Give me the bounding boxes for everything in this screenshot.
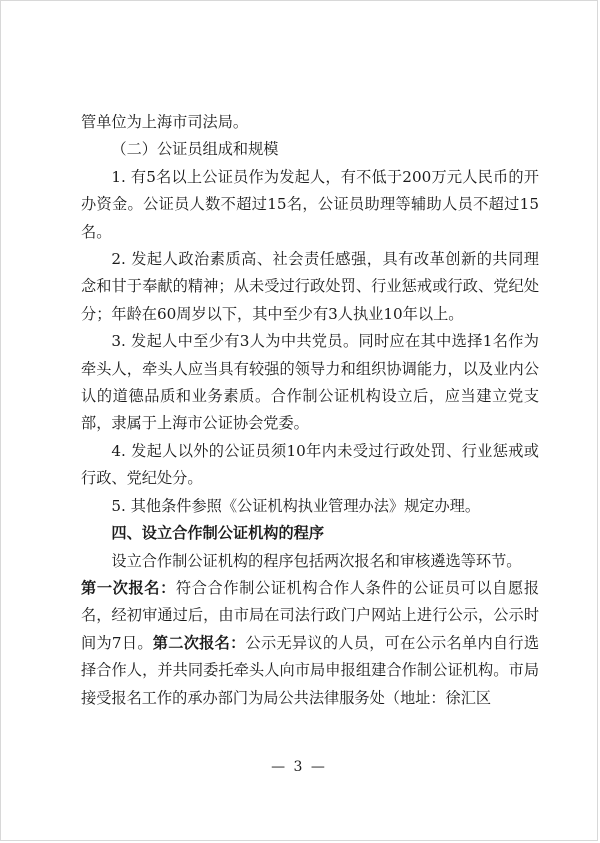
paragraph-continuation: 管单位为上海市司法局。 xyxy=(81,113,249,131)
section-heading-notary-composition: （二）公证员组成和规模 xyxy=(111,140,279,159)
first-registration-text: 符合合作制公证机构合作人条件的公证员可以自愿报名，经初审通过后，由市局在司法行政门户网站上进行公示，公示时间为7日。 xyxy=(81,578,540,652)
paragraph-item-2: 2. 发起人政治素质高、社会责任感强，具有改革创新的共同理念和甘于奉献的精神；从未受过行政处罚、行业惩戒或行政、党纪处分；年龄在60周岁以下，其中至少有3人执业10年以上。 xyxy=(81,250,539,323)
second-registration-text: 公示无异议的人员，可在公示名单内自行选择合作人，并共同委托牵头人向市局申报组建合作制公证机构。市局接受报名工作的承办部门为局公共法律服务处（地址：徐汇区 xyxy=(81,633,540,707)
first-registration-label: 第一次报名： xyxy=(81,578,176,597)
paragraph-item-1: 1. 有5名以上公证员作为发起人，有不低于200万元人民币的开办资金。公证员人数不超过15名，公证员助理等辅助人员不超过15名。 xyxy=(81,167,539,241)
paragraph-item-5: 5. 其他条件参照《公证机构执业管理办法》规定办理。 xyxy=(111,496,481,515)
section-heading-procedure: 四、设立合作制公证机构的程序 xyxy=(111,524,325,543)
paragraph-item-3: 3. 发起人中至少有3人为中共党员。同时应在其中选择1名作为牵头人，牵头人应当具有较强的领导力和组织协调能力，以及业内公认的道德品质和业务素质。合作制公证机构设立后，应当建立党支部，隶属于上海市公证协会党委。 xyxy=(81,332,539,433)
paragraph-item-4: 4. 发起人以外的公证员须10年内未受过行政处罚、行业惩戒或行政、党纪处分。 xyxy=(81,441,539,488)
second-registration-label: 第二次报名： xyxy=(152,633,246,652)
page-number: — 3 — xyxy=(271,759,327,775)
document-body xyxy=(81,109,539,712)
paragraph-procedure-intro: 设立合作制公证机构的程序包括两次报名和审核遴选等环节。 xyxy=(111,551,522,570)
paragraph-registration xyxy=(81,575,539,712)
